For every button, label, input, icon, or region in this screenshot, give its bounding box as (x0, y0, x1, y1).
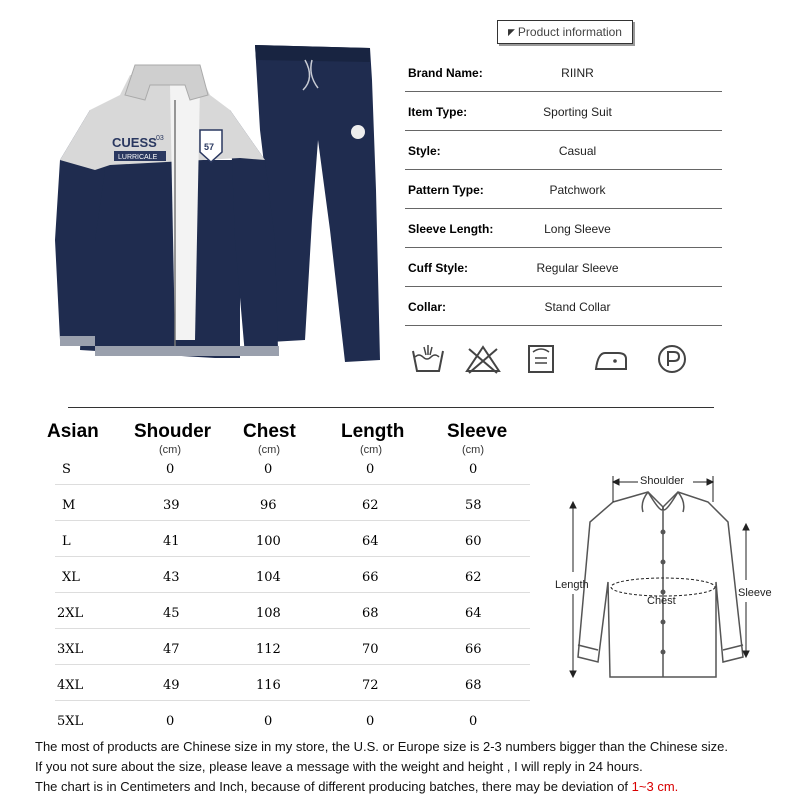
size-cell: 112 (256, 642, 281, 657)
spec-row-item-type (405, 93, 722, 131)
row-divider (55, 556, 530, 557)
size-row (55, 594, 530, 629)
row-divider (55, 700, 530, 701)
spec-label: Style: (408, 144, 441, 158)
size-cell-label: 2XL (57, 606, 84, 621)
shirt-outline-illustration (548, 462, 788, 702)
section-divider (68, 407, 714, 408)
size-notes (35, 737, 795, 797)
size-cell: 47 (163, 642, 180, 657)
size-header-chest: Chest (243, 421, 296, 442)
size-cell: 58 (465, 498, 482, 513)
size-unit: (cm) (462, 444, 484, 456)
size-cell: 66 (362, 570, 379, 585)
size-cell-label: L (62, 534, 71, 549)
row-divider (55, 628, 530, 629)
size-cell-label: 5XL (57, 714, 84, 729)
size-cell-label: S (62, 462, 71, 477)
product-image (50, 40, 395, 375)
row-divider (55, 484, 530, 485)
measurement-diagram (548, 462, 788, 702)
size-row (55, 630, 530, 665)
size-cell: 66 (465, 642, 482, 657)
size-header-length: Length (341, 421, 405, 442)
spec-value: RIINR (561, 66, 594, 80)
hand-wash-icon (410, 343, 446, 375)
size-cell: 0 (469, 714, 478, 729)
spec-value: Regular Sleeve (536, 261, 619, 275)
spec-label: Cuff Style: (408, 261, 468, 275)
sporting-suit-illustration (50, 40, 395, 375)
note-line: If you not sure about the size, please leave a message with the weight and height , I will reply in 24 hours. (35, 759, 643, 774)
size-row (55, 522, 530, 557)
note-line (35, 777, 795, 797)
size-cell: 104 (256, 570, 281, 585)
spec-row-collar (405, 288, 722, 326)
dry-clean-p-icon (656, 343, 688, 375)
size-header-shoulder: Shouder (134, 421, 212, 442)
size-cell: 64 (465, 606, 482, 621)
size-row (55, 666, 530, 701)
spec-value: Casual (558, 144, 597, 158)
spec-value: Long Sleeve (544, 222, 611, 236)
corner-arrow-icon: ◤ (508, 26, 515, 37)
size-cell: 0 (264, 714, 273, 729)
jacket-crest-number: 57 (204, 142, 215, 152)
product-info-title-text: Product information (517, 25, 622, 39)
size-cell-label: 3XL (57, 642, 84, 657)
spec-label: Brand Name: (408, 66, 483, 80)
size-cell: 70 (362, 642, 379, 657)
size-cell: 108 (256, 606, 281, 621)
spec-label: Collar: (408, 300, 447, 314)
note-line: The most of products are Chinese size in my store, the U.S. or Europe size is 2-3 numbers bigger than the Chinese size. (35, 739, 728, 754)
row-divider (55, 664, 530, 665)
spec-value: Sporting Suit (543, 105, 612, 119)
size-cell: 0 (366, 462, 375, 477)
spec-label: Item Type: (408, 105, 468, 119)
spec-row-pattern-type (405, 171, 722, 209)
spec-row-style (405, 132, 722, 170)
tumble-dry-icon (525, 343, 557, 375)
row-divider (55, 520, 530, 521)
note-text: The chart is in Centimeters and Inch, because of different producing batches, there may be deviation of (35, 779, 632, 794)
size-row (55, 558, 530, 593)
size-cell: 62 (362, 498, 379, 513)
size-cell-label: M (62, 498, 76, 513)
spec-row-cuff-style (405, 249, 722, 287)
spec-row-brand (405, 54, 722, 92)
spec-value: Patchwork (549, 183, 606, 197)
size-cell: 60 (465, 534, 482, 549)
product-info-title (497, 20, 633, 44)
do-not-bleach-icon (463, 343, 503, 375)
size-cell-label: 4XL (57, 678, 84, 693)
size-cell: 0 (264, 462, 273, 477)
row-divider (55, 592, 530, 593)
spec-label: Sleeve Length: (408, 222, 494, 236)
diagram-length-label: Length (555, 579, 589, 591)
size-cell: 41 (163, 534, 180, 549)
size-cell: 49 (163, 678, 180, 693)
jacket-brand-number: 03 (156, 135, 164, 142)
size-cell: 62 (465, 570, 482, 585)
size-header-asian: Asian (47, 421, 99, 442)
size-cell-label: XL (62, 570, 80, 585)
size-cell: 0 (166, 714, 175, 729)
product-spec-table (405, 54, 722, 327)
size-cell: 39 (163, 498, 180, 513)
size-cell: 0 (469, 462, 478, 477)
size-unit: (cm) (258, 444, 280, 456)
size-cell: 100 (256, 534, 281, 549)
jacket-illustration (55, 65, 279, 358)
size-cell: 0 (166, 462, 175, 477)
size-cell: 0 (366, 714, 375, 729)
spec-row-sleeve-length (405, 210, 722, 248)
size-cell: 68 (362, 606, 379, 621)
jacket-badge-print: LURRICALE (118, 154, 158, 161)
diagram-chest-label: Chest (647, 595, 676, 607)
size-cell: 45 (163, 606, 180, 621)
size-header-sleeve: Sleeve (447, 421, 508, 442)
size-cell: 96 (260, 498, 277, 513)
diagram-sleeve-label: Sleeve (738, 587, 772, 599)
size-cell: 68 (465, 678, 482, 693)
deviation-highlight: 1~3 cm. (631, 779, 679, 794)
jacket-brand-print: CUESS (112, 135, 157, 150)
size-cell: 64 (362, 534, 379, 549)
spec-value: Stand Collar (544, 300, 611, 314)
size-unit: (cm) (159, 444, 181, 456)
size-cell: 72 (362, 678, 379, 693)
size-row (55, 702, 530, 737)
size-unit: (cm) (360, 444, 382, 456)
size-row (55, 486, 530, 521)
diagram-shoulder-label: Shoulder (640, 475, 685, 487)
care-icons (405, 343, 705, 379)
size-cell: 43 (163, 570, 180, 585)
size-cell: 116 (256, 678, 281, 693)
iron-icon (593, 343, 629, 375)
size-row (55, 450, 530, 485)
spec-label: Pattern Type: (408, 183, 484, 197)
